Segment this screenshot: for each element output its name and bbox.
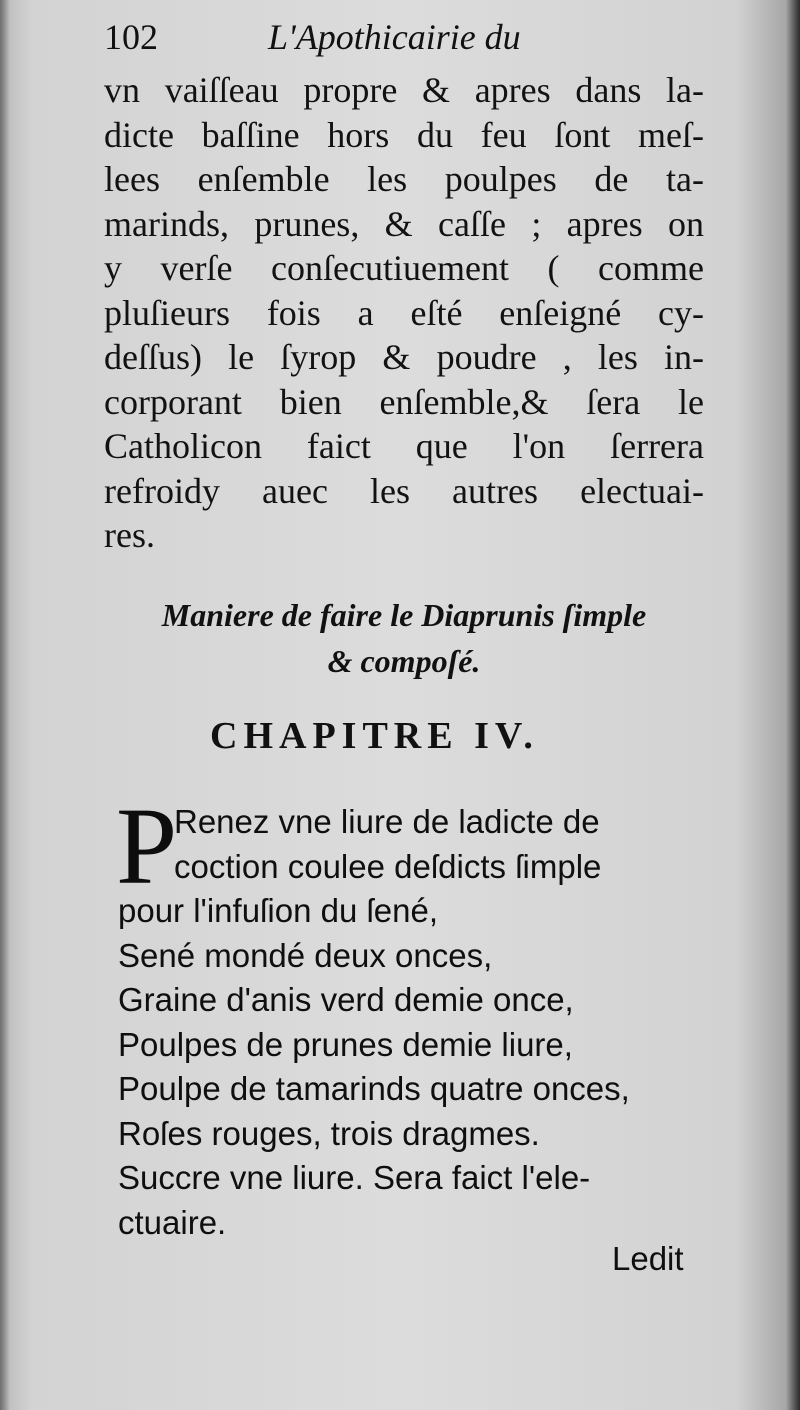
body-line: res. <box>104 515 155 555</box>
running-title: L'Apothicairie du <box>268 17 521 57</box>
page-right-shadow <box>786 0 800 1410</box>
recipe-text <box>116 785 708 1245</box>
section-title-line: & compoſé. <box>327 643 481 679</box>
body-line: dicte baſſine hors du feu ſont meſ- <box>104 114 704 155</box>
body-line: corporant bien enſemble,& ſera le <box>104 381 704 422</box>
body-line: deſſus) le ſyrop & poudre , les in- <box>104 337 704 377</box>
body-line: Catholicon faict que l'on ſerrera <box>104 426 704 466</box>
recipe-line: Roſes rouges, trois dragmes. <box>118 1114 540 1152</box>
page-left-shadow <box>0 0 10 1410</box>
recipe-line: Succre vne liure. Sera faict l'ele- <box>118 1159 591 1196</box>
recipe-line: Poulpe de tamarinds quatre onces, <box>118 1070 630 1107</box>
body-line: lees enſemble les poulpes de ta- <box>104 159 704 199</box>
recipe-line: Graine d'anis verd demie once, <box>118 981 574 1018</box>
recipe-line: Poulpes de prunes demie liure, <box>118 1025 573 1063</box>
body-line: marinds, prunes, & caſſe ; apres on <box>104 203 704 244</box>
recipe-line: pour l'infuſion du ſené, <box>118 892 439 929</box>
page-number: 102 <box>104 17 158 57</box>
chapter-heading: CHAPITRE IV. <box>210 715 539 757</box>
recipe-line: Sené mondé deux onces, <box>118 936 493 974</box>
section-title-line: Maniere de faire le Diaprunis ſimple <box>161 597 647 633</box>
recipe-line: Renez vne liure de ladicte de <box>174 803 600 840</box>
body-line: pluſieurs fois a eſté enſeigné cy- <box>104 292 704 333</box>
body-line: y verſe conſecutiuement ( comme <box>104 248 704 288</box>
body-text <box>104 68 704 558</box>
catchword: Ledit <box>612 1240 684 1277</box>
body-line: vn vaiſſeau propre & apres dans la- <box>104 70 704 110</box>
section-title <box>104 592 704 684</box>
recipe-line: coction coulee deſdicts ſimple <box>174 847 602 885</box>
body-line: refroidy auec les autres electuai- <box>104 470 704 511</box>
drop-cap: P <box>116 785 178 907</box>
running-head <box>104 16 704 66</box>
recipe-line: ctuaire. <box>118 1203 227 1241</box>
